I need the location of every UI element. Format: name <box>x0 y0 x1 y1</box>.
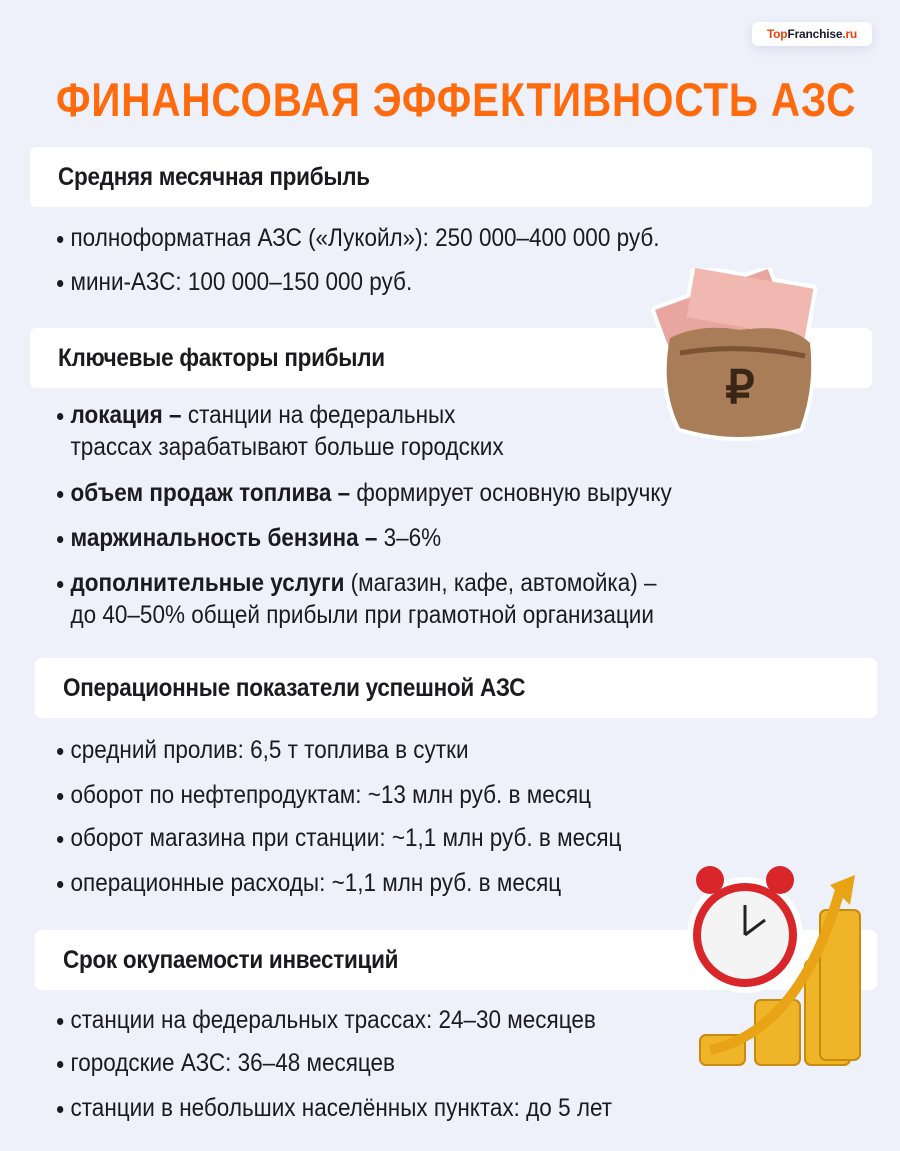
item-text: 3–6% <box>377 524 442 552</box>
bullet-icon <box>57 581 63 588</box>
heading-text: Операционные показатели успешной АЗС <box>63 673 526 702</box>
clock-coins-icon <box>680 850 880 1075</box>
logo-top: Top <box>766 27 788 41</box>
item-text: до 40–50% общей прибыли при грамотной организации <box>70 601 654 629</box>
item-bold: дополнительные услуги <box>70 569 345 597</box>
list-item <box>57 1004 596 1036</box>
heading-text: Срок окупаемости инвестиций <box>63 945 399 974</box>
list-item <box>57 779 591 811</box>
section-heading-operations <box>35 658 877 718</box>
list-item <box>57 222 659 254</box>
logo-ru: .ru <box>842 27 858 41</box>
money-bag-icon <box>640 268 830 448</box>
list-item <box>57 867 561 899</box>
list-item <box>57 522 441 554</box>
item-text: полноформатная АЗС («Лукойл»): 250 000–400 000 руб. <box>70 224 660 252</box>
item-text: формирует основную выручку <box>350 479 672 507</box>
item-bold: объем продаж топлива – <box>70 479 351 507</box>
svg-text:₽: ₽ <box>725 361 755 413</box>
item-text: трассах зарабатывают больше городских <box>70 433 504 461</box>
list-item <box>57 1092 612 1124</box>
bullet-icon <box>57 1061 63 1068</box>
bullet-icon <box>57 280 63 287</box>
item-text: мини-АЗС: 100 000–150 000 руб. <box>70 268 413 296</box>
item-text: оборот магазина при станции: ~1,1 млн руб. в месяц <box>70 824 622 852</box>
bullet-icon <box>57 413 63 420</box>
item-text: станции на федеральных трассах: 24–30 месяцев <box>70 1006 596 1034</box>
bullet-icon <box>57 1018 63 1025</box>
item-text: оборот по нефтепродуктам: ~13 млн руб. в месяц <box>70 781 592 809</box>
bullet-icon <box>57 748 63 755</box>
bullet-icon <box>57 236 63 243</box>
bullet-icon <box>57 793 63 800</box>
item-text: операционные расходы: ~1,1 млн руб. в месяц <box>70 869 562 897</box>
heading-text: Ключевые факторы прибыли <box>58 343 385 372</box>
page-title: ФИНАНСОВАЯ ЭФФЕКТИВНОСТЬ АЗС <box>56 73 857 126</box>
item-text: станции в небольших населённых пунктах: до 5 лет <box>70 1094 613 1122</box>
item-text: (магазин, кафе, автомойка) – <box>344 569 657 597</box>
topfranchise-logo[interactable] <box>752 22 872 46</box>
item-bold: локация – <box>70 401 182 429</box>
bullet-icon <box>57 491 63 498</box>
list-item <box>57 477 672 509</box>
bullet-icon <box>57 836 63 843</box>
bullet-icon <box>57 1106 63 1113</box>
item-text: станции на федеральных <box>181 401 456 429</box>
bullet-icon <box>57 881 63 888</box>
list-item <box>57 567 657 631</box>
logo-franchise: Franchise <box>787 27 843 41</box>
heading-text: Средняя месячная прибыль <box>58 162 370 191</box>
list-item <box>57 399 504 463</box>
list-item <box>57 822 621 854</box>
list-item <box>57 734 469 766</box>
item-text: средний пролив: 6,5 т топлива в сутки <box>70 736 469 764</box>
item-text: городские АЗС: 36–48 месяцев <box>70 1049 395 1077</box>
section-heading-profit <box>30 147 872 207</box>
list-item <box>57 1047 395 1079</box>
item-bold: маржинальность бензина – <box>70 524 378 552</box>
bullet-icon <box>57 536 63 543</box>
list-item <box>57 266 412 298</box>
